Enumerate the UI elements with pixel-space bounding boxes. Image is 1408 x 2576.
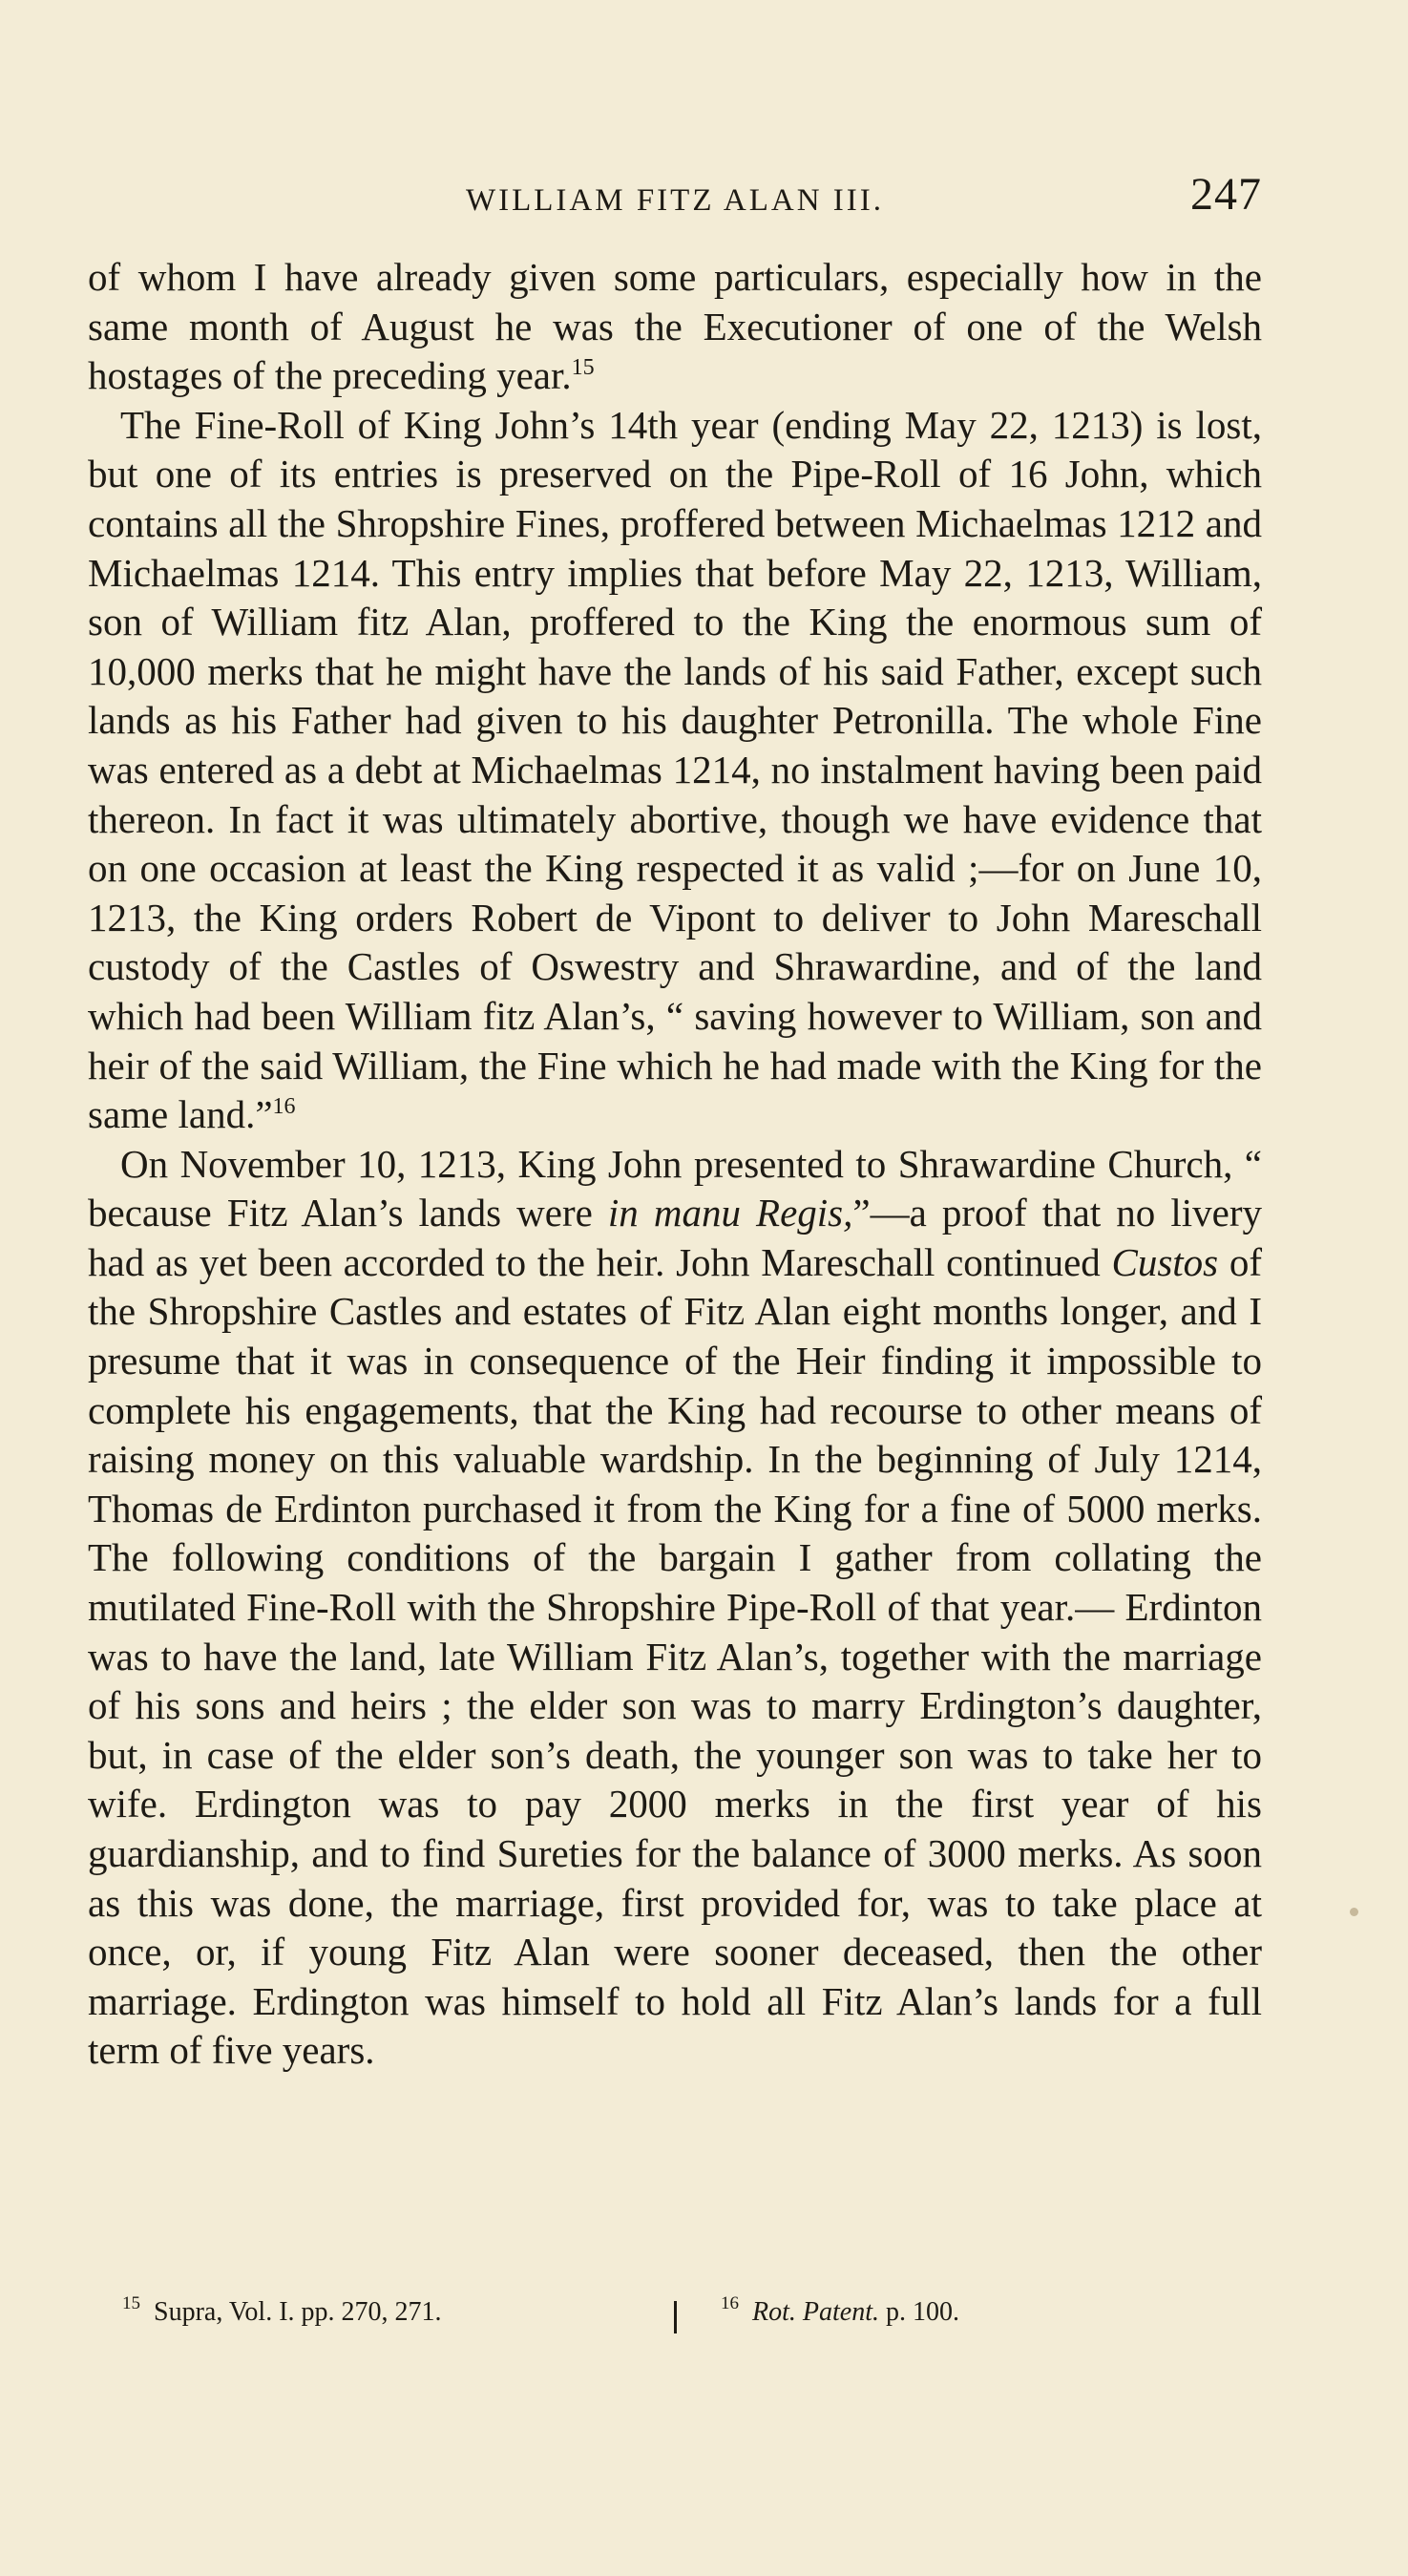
running-title: WILLIAM FITZ ALAN III. (465, 183, 885, 218)
footnote-source: Rot. Patent. (752, 2297, 879, 2327)
running-head (88, 162, 1262, 229)
paragraph (88, 401, 1262, 1140)
text-run: On November 10, 1213, King John presented to Shrawardine Church, “ because Fitz Alan’s lands were (88, 1141, 1262, 1235)
body-text (88, 253, 1262, 2076)
text-run: The Fine-Roll of King John’s 14th year (ending May 22, 1213) is lost, but one of its entries is preserved on the Pipe-Roll of 16 John, which contains all the Shropshire Fines, proffered between Michaelmas 1212 and Michaelmas 1214. This entry implies that before May 22, 1213, William, son of William fitz Alan, proffered to the King the enormous sum of 10,000 merks that he might have the lands of his said Father, except such lands as his Father had given to his daughter Petronilla. The whole Fine was entered as a debt at Michaelmas 1214, no instalment having been paid thereon. In fact it was ultimately abortive, though we have evidence that on one occasion at least the King respected it as valid ;—for on June 10, 1213, the King orders Robert de Vipont to deliver to John Mareschall custody of the Castles of Oswestry and Shrawardine, and of the land which had been William fitz Alan’s, “ saving however to William, son and heir of the said William, the Fine which he had made with the King for the same land.” (88, 402, 1262, 1137)
italic-text: Custos (1111, 1239, 1219, 1284)
footnote-16 (721, 2293, 959, 2328)
footnote-number: 15 (122, 2293, 140, 2313)
text-run: of the Shropshire Castles and estates of Fitz Alan eight months longer, and I presume that it was in consequence of the Heir finding it impossible to complete his engagements, that the King had recourse to other means of raising money on this valuable wardship. In the beginning of July 1214, Thomas de Erdinton purchased it from the King for a fine of 5000 merks. The following conditions of the bargain I gather from collating the mutilated Fine-Roll with the Shropshire Pipe-Roll of that year.— Erdinton was to have the land, late William Fitz Alan’s, together with the marriage of his sons and heirs ; the elder son was to marry Erdington’s daughter, but, in case of the elder son’s death, the younger son was to take her to wife. Erdington was to pay 2000 merks in the first year of his guardianship, and to find Sureties for the balance of 3000 merks. As soon as this was done, the marriage, first provided for, was to take place at once, or, if young Fitz Alan were sooner deceased, then the other marriage. Erdington was himself to hold all Fitz Alan’s lands for a full term of five years. (88, 1239, 1262, 2073)
page-number: 247 (1190, 169, 1262, 220)
footnote-15 (122, 2293, 442, 2328)
footnote-reference: 15 (571, 355, 595, 381)
text-run: of whom I have already given some particulars, especially how in the same month of August he was the Executioner of one of the Welsh hostages of the preceding year. (88, 255, 1262, 398)
paper-speck (1350, 1908, 1358, 1916)
footnote-separator (674, 2301, 677, 2333)
paragraph (88, 1140, 1262, 2076)
paragraph (88, 253, 1262, 401)
text-run: ”—a proof that no livery had as yet been accorded to the heir. John Mareschall continued (88, 1191, 1263, 1284)
footnote-reference: 16 (272, 1094, 296, 1120)
footnote-text: p. 100. (878, 2297, 959, 2327)
footnotes (122, 2293, 1172, 2341)
italic-text: in manu Regis, (607, 1191, 853, 1235)
footnote-number: 16 (721, 2293, 739, 2313)
footnote-text: Supra, Vol. I. pp. 270, 271. (154, 2297, 442, 2327)
